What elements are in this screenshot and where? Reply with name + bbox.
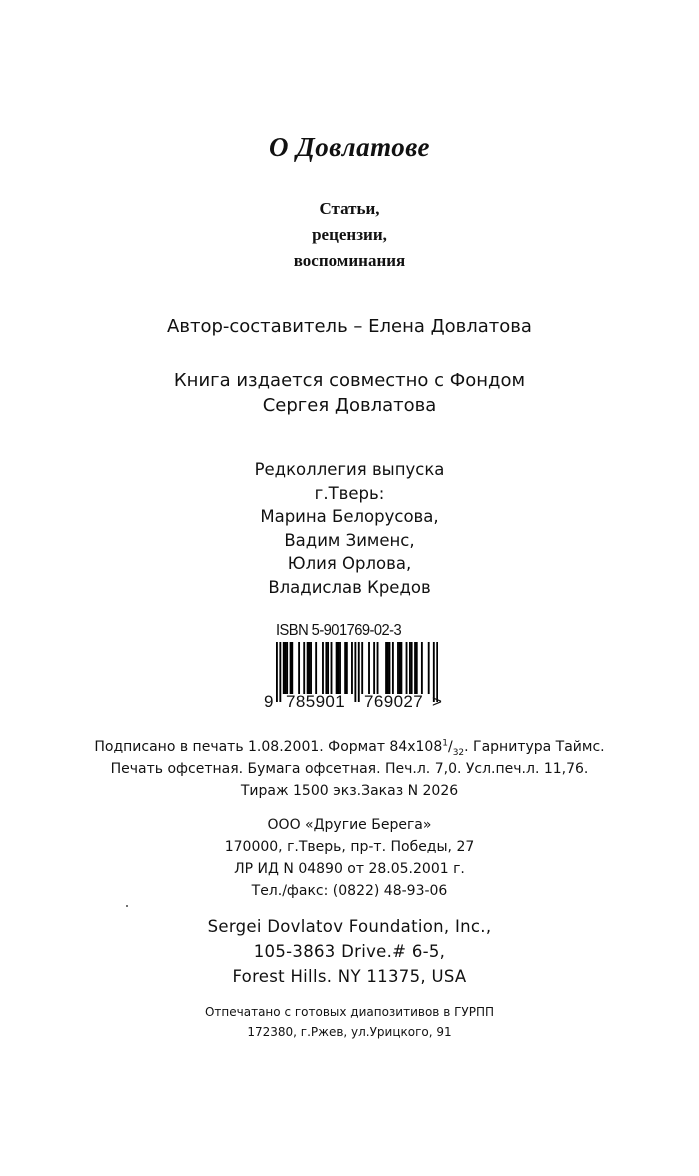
subtitle-line: рецензии, — [312, 225, 387, 244]
book-subtitle — [0, 196, 699, 274]
imprint-format-text: Подписано в печать 1.08.2001. Формат 84х108 — [94, 739, 443, 755]
barcode-bar — [344, 642, 346, 694]
barcode-bar — [397, 642, 399, 694]
ean-left-group: 785901 — [286, 692, 346, 711]
barcode-bar — [339, 642, 341, 694]
foundation-line: Sergei Dovlatov Foundation, Inc., — [207, 917, 492, 936]
printer-line: Отпечатано с готовых диапозитивов в ГУРПП — [204, 1005, 494, 1019]
subtitle-line: воспоминания — [293, 251, 406, 270]
barcode-bar — [385, 642, 387, 694]
stray-mark — [126, 905, 128, 907]
barcode-bar — [279, 642, 281, 702]
board-city: г.Тверь: — [314, 483, 385, 503]
board-heading: Редколлегия выпуска — [254, 460, 445, 479]
co-publishing-line: Сергея Довлатова — [262, 395, 437, 416]
board-member: Владислав Кредов — [268, 577, 431, 597]
barcode-bar — [377, 642, 379, 694]
publisher-info — [0, 814, 699, 902]
barcode-bar — [336, 642, 338, 694]
barcode-bar — [409, 642, 411, 694]
barcode-bar — [354, 642, 356, 702]
barcode-bar — [337, 642, 339, 694]
barcode-bar — [290, 642, 292, 694]
imprint-details — [0, 736, 699, 802]
barcode-bar — [298, 642, 300, 694]
co-publishing-line: Книга издается совместно с Фондом — [173, 370, 526, 391]
imprint-line — [0, 736, 699, 758]
barcode-bar — [283, 642, 285, 694]
ean-lead-digit: 9 — [264, 692, 274, 711]
printer-line: 172380, г.Ржев, ул.Урицкого, 91 — [247, 1025, 452, 1039]
barcode-bar — [400, 642, 402, 694]
subtitle-line: Статьи, — [319, 199, 380, 218]
isbn-label: ISBN 5-901769-02-3 — [276, 622, 402, 639]
format-denominator: 32 — [452, 747, 465, 758]
isbn-barcode — [264, 622, 454, 718]
barcode-bar — [307, 642, 309, 694]
barcode-bar — [373, 642, 375, 694]
barcode-bar — [389, 642, 391, 694]
barcode-bar — [286, 642, 288, 694]
barcode-bar — [414, 642, 416, 694]
publisher-line: Тел./факс: (0822) 48-93-06 — [251, 883, 448, 899]
board-member: Марина Белорусова, — [260, 507, 439, 526]
barcode-bar — [406, 642, 408, 694]
barcode-bar — [346, 642, 348, 694]
book-title: О Довлатове — [269, 132, 430, 162]
foundation-address — [0, 914, 699, 989]
barcode-bar — [327, 642, 329, 694]
barcode-bar — [291, 642, 293, 694]
barcode-bar — [387, 642, 389, 694]
barcode-bar — [331, 642, 333, 694]
publisher-line: 170000, г.Тверь, пр-т. Победы, 27 — [224, 839, 475, 855]
publisher-line: ЛР ИД N 04890 от 28.05.2001 г. — [234, 861, 465, 877]
foundation-line: 105-3863 Drive.# 6-5, — [253, 942, 446, 961]
barcode-bar — [276, 642, 278, 702]
barcode-bar — [392, 642, 394, 694]
publisher-line: ООО «Другие Берега» — [267, 817, 432, 833]
barcode-bar — [325, 642, 327, 694]
format-slash: / — [447, 739, 453, 755]
barcode-bar — [416, 642, 418, 694]
barcode-bar — [310, 642, 312, 694]
foundation-line: Forest Hills. NY 11375, USA — [232, 967, 467, 986]
imprint-line: Тираж 1500 экз.Заказ N 2026 — [240, 783, 459, 799]
barcode-bar — [315, 642, 317, 694]
barcode-bar — [308, 642, 310, 694]
ean-arrow: > — [432, 692, 442, 711]
barcode-bar — [421, 642, 423, 694]
imprint-font-text: . Гарнитура Таймс. — [464, 739, 605, 755]
board-member: Вадим Зименс, — [284, 530, 415, 550]
barcode-bar — [322, 642, 324, 694]
imprint-line: Печать офсетная. Бумага офсетная. Печ.л. 7,0. Усл.печ.л. 11,76. — [110, 761, 589, 777]
barcode-bar — [428, 642, 430, 694]
barcode-bar — [411, 642, 413, 694]
barcode-bar — [303, 642, 305, 694]
board-member: Юлия Орлова, — [287, 554, 412, 573]
barcode-bar — [361, 642, 363, 694]
editorial-board — [0, 458, 699, 599]
barcode-bar — [368, 642, 370, 694]
co-publishing-note — [0, 368, 699, 418]
format-numerator: 1 — [442, 738, 448, 749]
barcode-bar — [358, 642, 360, 702]
compiler-line: Автор-составитель – Елена Довлатова — [167, 316, 532, 337]
barcode-bar — [351, 642, 353, 694]
barcode-bar — [285, 642, 287, 694]
ean-right-group: 769027 — [364, 692, 424, 711]
printer-info — [0, 1002, 699, 1042]
barcode-bar — [399, 642, 401, 694]
